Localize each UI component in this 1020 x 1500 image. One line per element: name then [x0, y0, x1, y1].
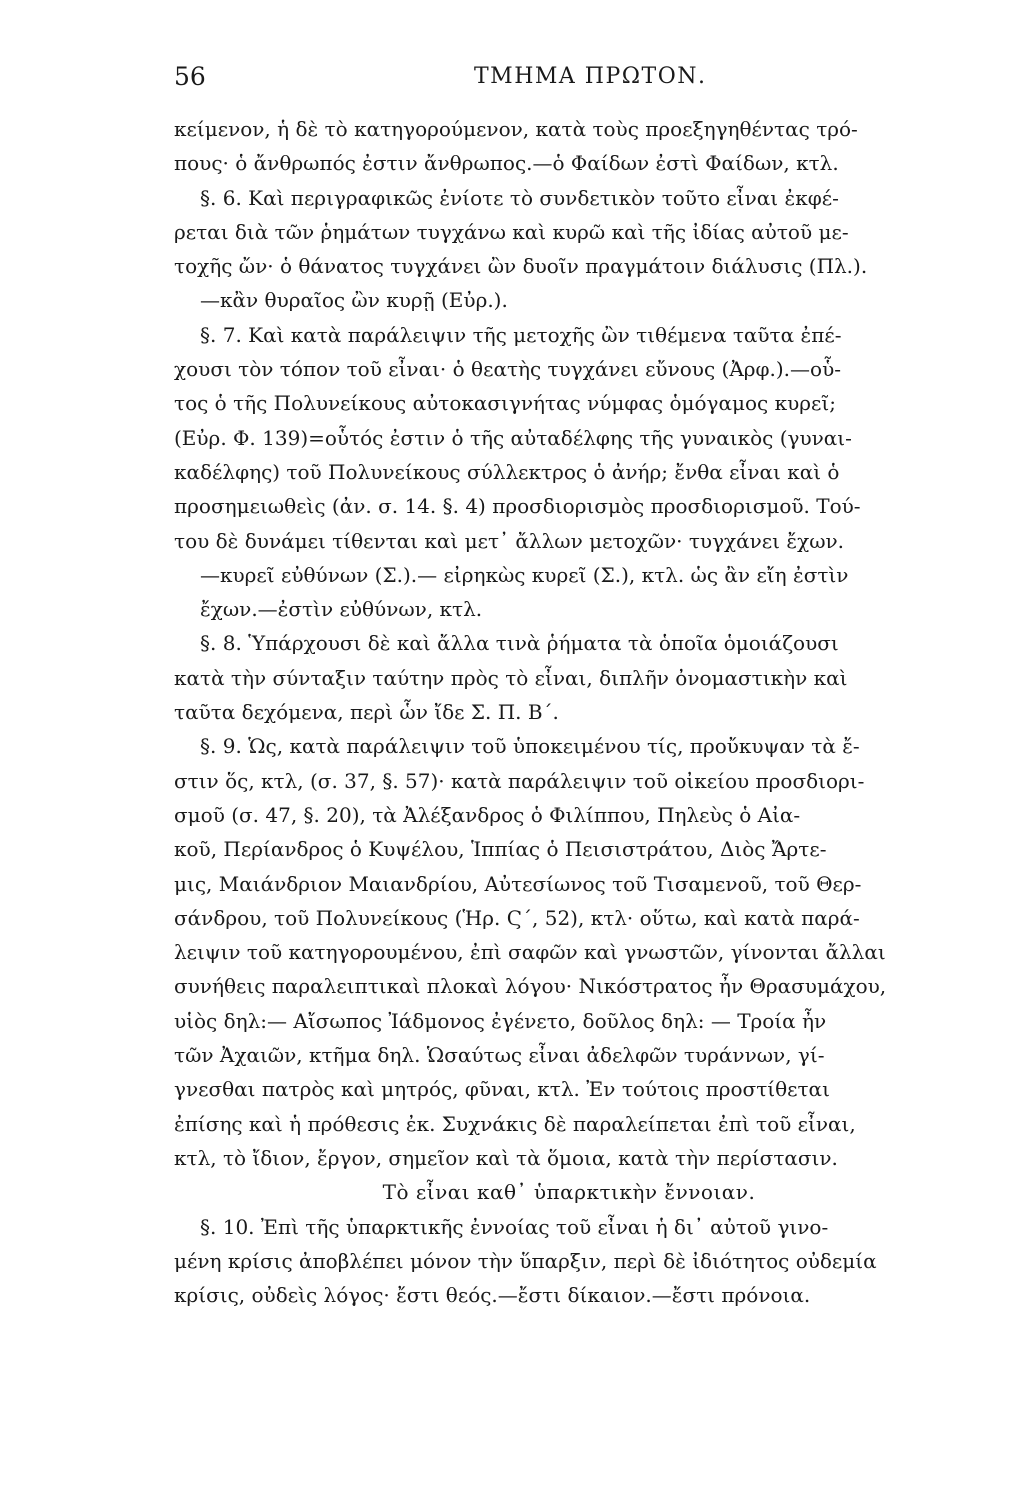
text-line: κατὰ τὴν σύνταξιν ταύτην πρὸς τὸ εἶναι, διπλῆν ὀνομαστικὴν καὶ — [174, 665, 848, 690]
running-title: ΤΜΗΜΑ ΠΡΩΤΟΝ. — [474, 64, 707, 89]
text-line: προσημειωθεὶς (ἀν. σ. 14. §. 4) προσδιορισμὸς προσδιορισμοῦ. Τού- — [174, 494, 861, 519]
text-line: τῶν Ἀχαιῶν, κτῆμα δηλ. Ὡσαύτως εἶναι ἀδελφῶν τυράννων, γί- — [174, 1043, 825, 1068]
text-line: γνεσθαι πατρὸς καὶ μητρός, φῦναι, κτλ. Ἐν τούτοις προστίθεται — [174, 1077, 830, 1102]
text-line: σμοῦ (σ. 47, §. 20), τὰ Ἀλέξανδρος ὁ Φιλίππου, Πηλεὺς ὁ Αἰα- — [174, 802, 801, 827]
text-line: συνήθεις παραλειπτικαὶ πλοκαὶ λόγου· Νικόστρατος ἦν Θρασυμάχου, — [174, 974, 887, 999]
text-line: ἔχων.—ἐστὶν εὐθύνων, κτλ. — [200, 597, 483, 622]
section-10-start: §. 10. Ἐπὶ τῆς ὑπαρκτικῆς ἐννοίας τοῦ εἶναι ἡ δι᾽ αὐτοῦ γινο- — [200, 1214, 829, 1239]
section-subheading: Τὸ εἶναι καθ᾽ ὑπαρκτικὴν ἔννοιαν. — [382, 1180, 756, 1205]
text-line: μις, Μαιάνδριον Μαιανδρίου, Αὐτεσίωνος τοῦ Τισαμενοῦ, τοῦ Θερ- — [174, 871, 862, 896]
text-line: μένη κρίσις ἀποβλέπει μόνον τὴν ὕπαρξιν, περὶ δὲ ἰδιότητος οὐδεμία — [174, 1248, 877, 1273]
body-text — [174, 112, 964, 1312]
page-number: 56 — [174, 62, 206, 91]
text-line: πους· ὁ ἄνθρωπός ἐστιν ἄνθρωπος.—ὁ Φαίδων ἐστὶ Φαίδων, κτλ. — [174, 151, 839, 176]
page-header — [174, 62, 874, 102]
section-7-start: §. 7. Καὶ κατὰ παράλειψιν τῆς μετοχῆς ὢν τιθέμενα ταῦτα ἐπέ- — [200, 322, 842, 347]
text-line: ταῦτα δεχόμενα, περὶ ὧν ἴδε Σ. Π. Β΄. — [174, 700, 559, 725]
text-line: —κυρεῖ εὐθύνων (Σ.).— εἰρηκὼς κυρεῖ (Σ.), κτλ. ὡς ἂν εἴη ἐστὶν — [200, 562, 849, 587]
text-line: χουσι τὸν τόπον τοῦ εἶναι· ὁ θεατὴς τυγχάνει εὔνους (Ἀρφ.).—οὗ- — [174, 357, 841, 382]
text-line: κρίσις, οὐδεὶς λόγος· ἔστι θεός.—ἔστι δίκαιον.—ἔστι πρόνοια. — [174, 1283, 811, 1308]
text-line: κοῦ, Περίανδρος ὁ Κυψέλου, Ἱππίας ὁ Πεισιστράτου, Διὸς Ἄρτε- — [174, 837, 827, 862]
text-line: (Εὐρ. Φ. 139)=οὗτός ἐστιν ὁ τῆς αὐταδέλφης τῆς γυναικὸς (γυναι- — [174, 425, 852, 450]
text-line: του δὲ δυνάμει τίθενται καὶ μετ᾽ ἄλλων μετοχῶν· τυγχάνει ἔχων. — [174, 528, 845, 553]
text-line: σάνδρου, τοῦ Πολυνείκους (Ἡρ. Ϛ΄, 52), κτλ· οὕτω, καὶ κατὰ παρά- — [174, 905, 860, 930]
text-line: τοχῆς ὤν· ὁ θάνατος τυγχάνει ὢν δυοῖν πραγμάτοιν διάλυσις (Πλ.). — [174, 254, 868, 279]
text-line: λειψιν τοῦ κατηγορουμένου, ἐπὶ σαφῶν καὶ γνωστῶν, γίνονται ἄλλαι — [174, 940, 886, 965]
text-line: καδέλφης) τοῦ Πολυνείκους σύλλεκτρος ὁ ἀνήρ; ἔνθα εἶναι καὶ ὁ — [174, 459, 840, 484]
text-line: κτλ, τὸ ἴδιον, ἔργον, σημεῖον καὶ τὰ ὅμοια, κατὰ τὴν περίστασιν. — [174, 1145, 838, 1170]
text-line: κείμενον, ἡ δὲ τὸ κατηγορούμενον, κατὰ τοὺς προεξηγηθέντας τρό- — [174, 117, 858, 141]
text-line: ἐπίσης καὶ ἡ πρόθεσις ἐκ. Συχνάκις δὲ παραλείπεται ἐπὶ τοῦ εἶναι, — [174, 1111, 856, 1136]
text-line: ρεται διὰ τῶν ῥημάτων τυγχάνω καὶ κυρῶ καὶ τῆς ἰδίας αὐτοῦ με- — [174, 219, 849, 244]
section-9-start: §. 9. Ὡς, κατὰ παράλειψιν τοῦ ὑποκειμένου τίς, προὔκυψαν τὰ ἔ- — [200, 734, 860, 759]
section-8-start: §. 8. Ὑπάρχουσι δὲ καὶ ἄλλα τινὰ ῥήματα τὰ ὁποῖα ὁμοιάζουσι — [200, 631, 839, 656]
text-line: στιν ὅς, κτλ, (σ. 37, §. 57)· κατὰ παράλειψιν τοῦ οἰκείου προσδιορι- — [174, 768, 865, 793]
text-line: —κἂν θυραῖος ὢν κυρῇ (Εὐρ.). — [200, 288, 508, 313]
text-line: υἱὸς δηλ:— Αἴσωπος Ἰάδμονος ἐγένετο, δοῦλος δηλ: — Τροία ἦν — [174, 1008, 827, 1033]
section-6-start: §. 6. Καὶ περιγραφικῶς ἐνίοτε τὸ συνδετικὸν τοῦτο εἶναι ἐκφέ- — [200, 185, 839, 210]
text-line: τος ὁ τῆς Πολυνείκους αὐτοκασιγνήτας νύμφας ὁμόγαμος κυρεῖ; — [174, 391, 836, 416]
